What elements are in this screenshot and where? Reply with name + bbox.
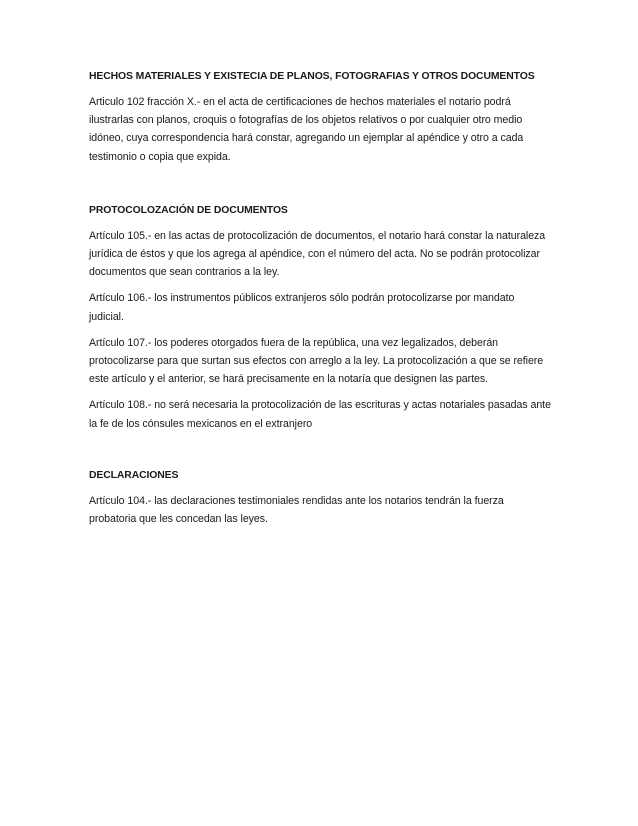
section-declaraciones [89,467,551,528]
section-protocolizacion [89,202,551,433]
paragraph-articulo-104: Artículo 104.- las declaraciones testimoniales rendidas ante los notarios tendrán la fuerza probatoria que les concedan las leyes. [89,494,504,526]
section-heading: DECLARACIONES [89,469,179,481]
document-page [89,68,551,528]
section-heading: PROTOCOLOZACIÓN DE DOCUMENTOS [89,204,288,216]
section-heading: HECHOS MATERIALES Y EXISTECIA DE PLANOS, FOTOGRAFIAS Y OTROS DOCUMENTOS [89,71,535,82]
paragraph-articulo-107: Artículo 107.- los poderes otorgados fuera de la república, una vez legalizados, deberán protocolizarse para que surtan sus efectos con arreglo a la ley. La protocolización a que se refiere este artículo y el anterior, se hará precisamente en la notaría que designen las partes. [89,336,544,386]
paragraph-articulo-105: Artículo 105.- en las actas de protocolización de documentos, el notario hará constar la naturaleza jurídica de éstos y que los agrega al apéndice, con el número del acta. No se podrán protocolizar documentos que sean contrarios a la ley. [89,229,546,279]
paragraph-articulo-106: Artículo 106.- los instrumentos públicos extranjeros sólo podrán protocolizarse por mandato judicial. [89,292,515,323]
paragraph-articulo-102: Articulo 102 fracción X.- en el acta de certificaciones de hechos materiales el notario podrá ilustrarlas con planos, croquis o fotografías de los objetos relativos o por cualquier otro medio idóneo, cuya correspondencia hará constar, agregando un ejemplar al apéndice y otro a cada testimonio o copia que expida. [89,96,524,163]
paragraph-articulo-108: Artículo 108.- no será necesaria la protocolización de las escrituras y actas notariales pasadas ante la fe de los cónsules mexicanos en el extranjero [89,399,551,430]
section-hechos-materiales [89,68,551,166]
